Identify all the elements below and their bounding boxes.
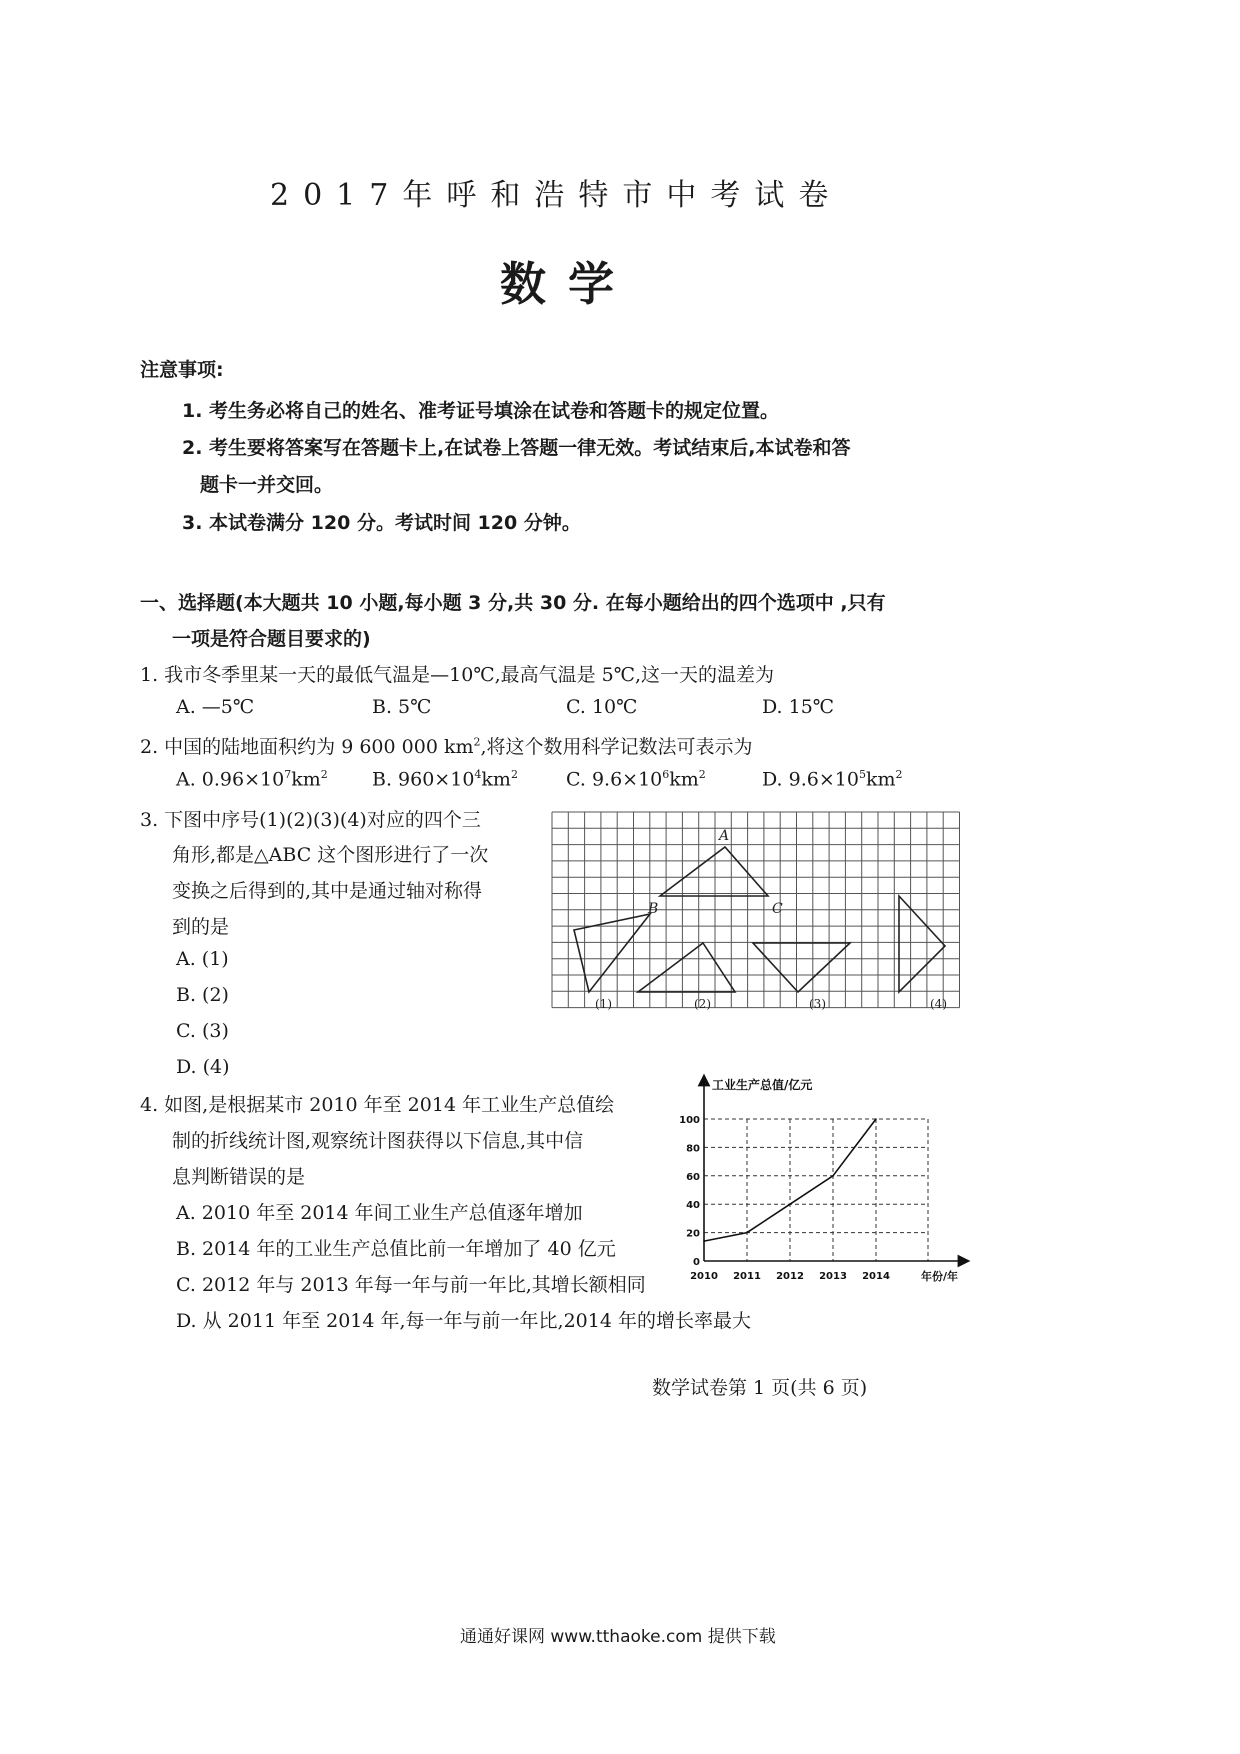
- q3-stem-line-3: 变换之后得到的,其中是通过轴对称得: [172, 880, 483, 902]
- x-axis-label: 年份/年: [921, 1270, 959, 1283]
- q4-stem-line-1: 4. 如图,是根据某市 2010 年至 2014 年工业生产总值绘: [140, 1094, 615, 1116]
- q2-d-exp: 5: [858, 768, 866, 781]
- triangle-grid-figure: [550, 810, 970, 1016]
- site-watermark: 通通好课网 www.tthaoke.com 提供下载: [460, 1627, 776, 1647]
- q2-d-unit: km: [865, 768, 896, 791]
- q3-stem-line-4: 到的是: [172, 916, 230, 938]
- data-point: [875, 1118, 877, 1120]
- line-chart: [679, 1070, 976, 1290]
- y-tick-label: 60: [686, 1171, 700, 1183]
- q3-option-c: C. (3): [176, 1020, 229, 1042]
- y-axis-label: 工业生产总值/亿元: [712, 1078, 813, 1092]
- exam-title: 2017年呼和浩特市中考试卷: [270, 178, 843, 213]
- section1-heading: 一、选择题(本大题共 10 小题,每小题 3 分,共 30 分. 在每小题给出的四个选项中 ,只有: [140, 592, 886, 614]
- q4-stem-line-3: 息判断错误的是: [172, 1166, 306, 1188]
- triangle-abc: [660, 847, 768, 896]
- q4-option-d: D. 从 2011 年至 2014 年,每一年与前一年比,2014 年的增长率最大: [176, 1310, 751, 1332]
- q2-c-unit: km: [669, 768, 699, 791]
- q2-option-d: [762, 768, 902, 790]
- q3-stem-line-1: 3. 下图中序号(1)(2)(3)(4)对应的四个三: [140, 809, 481, 831]
- q2-a-unit-exp: 2: [320, 768, 328, 781]
- note-item-2-cont: 题卡一并交回。: [200, 474, 334, 496]
- x-tick-label: 2011: [733, 1271, 761, 1282]
- q2-c-exp: 6: [662, 768, 670, 781]
- chart-grid: [704, 1119, 928, 1261]
- q2-c-unit-exp: 2: [698, 768, 706, 781]
- q2-a-base: A. 0.96×10: [176, 768, 285, 791]
- q2-stem: [140, 732, 753, 759]
- y-tick-label: 80: [686, 1143, 700, 1155]
- triangle-4: [899, 896, 945, 992]
- series-line: [704, 1119, 876, 1241]
- data-point: [789, 1203, 791, 1205]
- note-item-3: 3. 本试卷满分 120 分。考试时间 120 分钟。: [182, 512, 581, 534]
- y-tick-label: 40: [686, 1200, 700, 1212]
- y-tick-label: 0: [693, 1257, 700, 1268]
- section1-heading-cont: 一项是符合题目要求的): [172, 628, 371, 650]
- notes-heading: 注意事项:: [140, 359, 224, 381]
- x-tick-label: 2010: [690, 1271, 718, 1282]
- vertex-label-a: A: [719, 828, 730, 844]
- vertex-label-c: C: [772, 901, 783, 917]
- q4-option-a: A. 2010 年至 2014 年间工业生产总值逐年增加: [176, 1202, 583, 1224]
- data-point: [703, 1240, 705, 1242]
- q3-option-d: D. (4): [176, 1056, 230, 1078]
- q2-stem-pre: 2. 中国的陆地面积约为 9 600 000 km: [140, 736, 474, 758]
- q2-d-unit-exp: 2: [895, 768, 903, 781]
- note-item-1: 1. 考生务必将自己的姓名、准考证号填涂在试卷和答题卡的规定位置。: [182, 400, 780, 422]
- q2-b-exp: 4: [474, 768, 482, 781]
- q2-option-c: [566, 768, 706, 790]
- q1-option-d: D. 15℃: [762, 696, 835, 718]
- shape-label-2: (2): [694, 997, 711, 1011]
- q3-option-b: B. (2): [176, 984, 229, 1006]
- x-tick-label: 2012: [776, 1271, 804, 1282]
- q2-a-exp: 7: [284, 768, 292, 781]
- data-point: [746, 1232, 748, 1234]
- q2-d-base: D. 9.6×10: [762, 768, 859, 791]
- triangle-3: [753, 943, 850, 992]
- q1-option-b: B. 5℃: [372, 696, 432, 718]
- q1-option-a: A. —5℃: [176, 696, 255, 718]
- q2-b-unit-exp: 2: [510, 768, 518, 781]
- q2-c-base: C. 9.6×10: [566, 768, 663, 791]
- q2-b-base: B. 960×10: [372, 768, 475, 791]
- q3-stem-line-2: 角形,都是△ABC 这个图形进行了一次: [172, 844, 489, 866]
- q3-option-a: A. (1): [176, 948, 229, 970]
- x-tick-label: 2014: [862, 1271, 890, 1282]
- triangle-2: [638, 943, 735, 992]
- y-tick-label: 20: [686, 1228, 700, 1240]
- q2-b-unit: km: [481, 768, 511, 791]
- shape-label-3: (3): [809, 997, 826, 1011]
- y-tick-label: 100: [679, 1115, 700, 1126]
- q4-stem-line-2: 制的折线统计图,观察统计图获得以下信息,其中信: [172, 1130, 584, 1152]
- q1-option-c: C. 10℃: [566, 696, 638, 718]
- q2-option-a: [176, 768, 328, 790]
- q4-option-c: C. 2012 年与 2013 年每一年与前一年比,其增长额相同: [176, 1274, 646, 1296]
- shape-label-4: (4): [930, 997, 947, 1011]
- page-number: 数学试卷第 1 页(共 6 页): [652, 1377, 868, 1399]
- x-tick-label: 2013: [819, 1271, 847, 1282]
- q2-stem-sup: 2: [473, 735, 481, 749]
- q4-option-b: B. 2014 年的工业生产总值比前一年增加了 40 亿元: [176, 1238, 616, 1260]
- subject-title: 数学: [500, 257, 636, 311]
- q2-option-b: [372, 768, 518, 790]
- shape-label-1: (1): [595, 997, 612, 1011]
- q1-stem: 1. 我市冬季里某一天的最低气温是—10℃,最高气温是 5℃,这一天的温差为: [140, 664, 775, 686]
- data-point: [832, 1175, 834, 1177]
- note-item-2: 2. 考生要将答案写在答题卡上,在试卷上答题一律无效。考试结束后,本试卷和答: [182, 437, 851, 459]
- q2-a-unit: km: [291, 768, 321, 791]
- vertex-label-b: B: [648, 901, 659, 917]
- q2-stem-post: ,将这个数用科学记数法可表示为: [480, 736, 753, 758]
